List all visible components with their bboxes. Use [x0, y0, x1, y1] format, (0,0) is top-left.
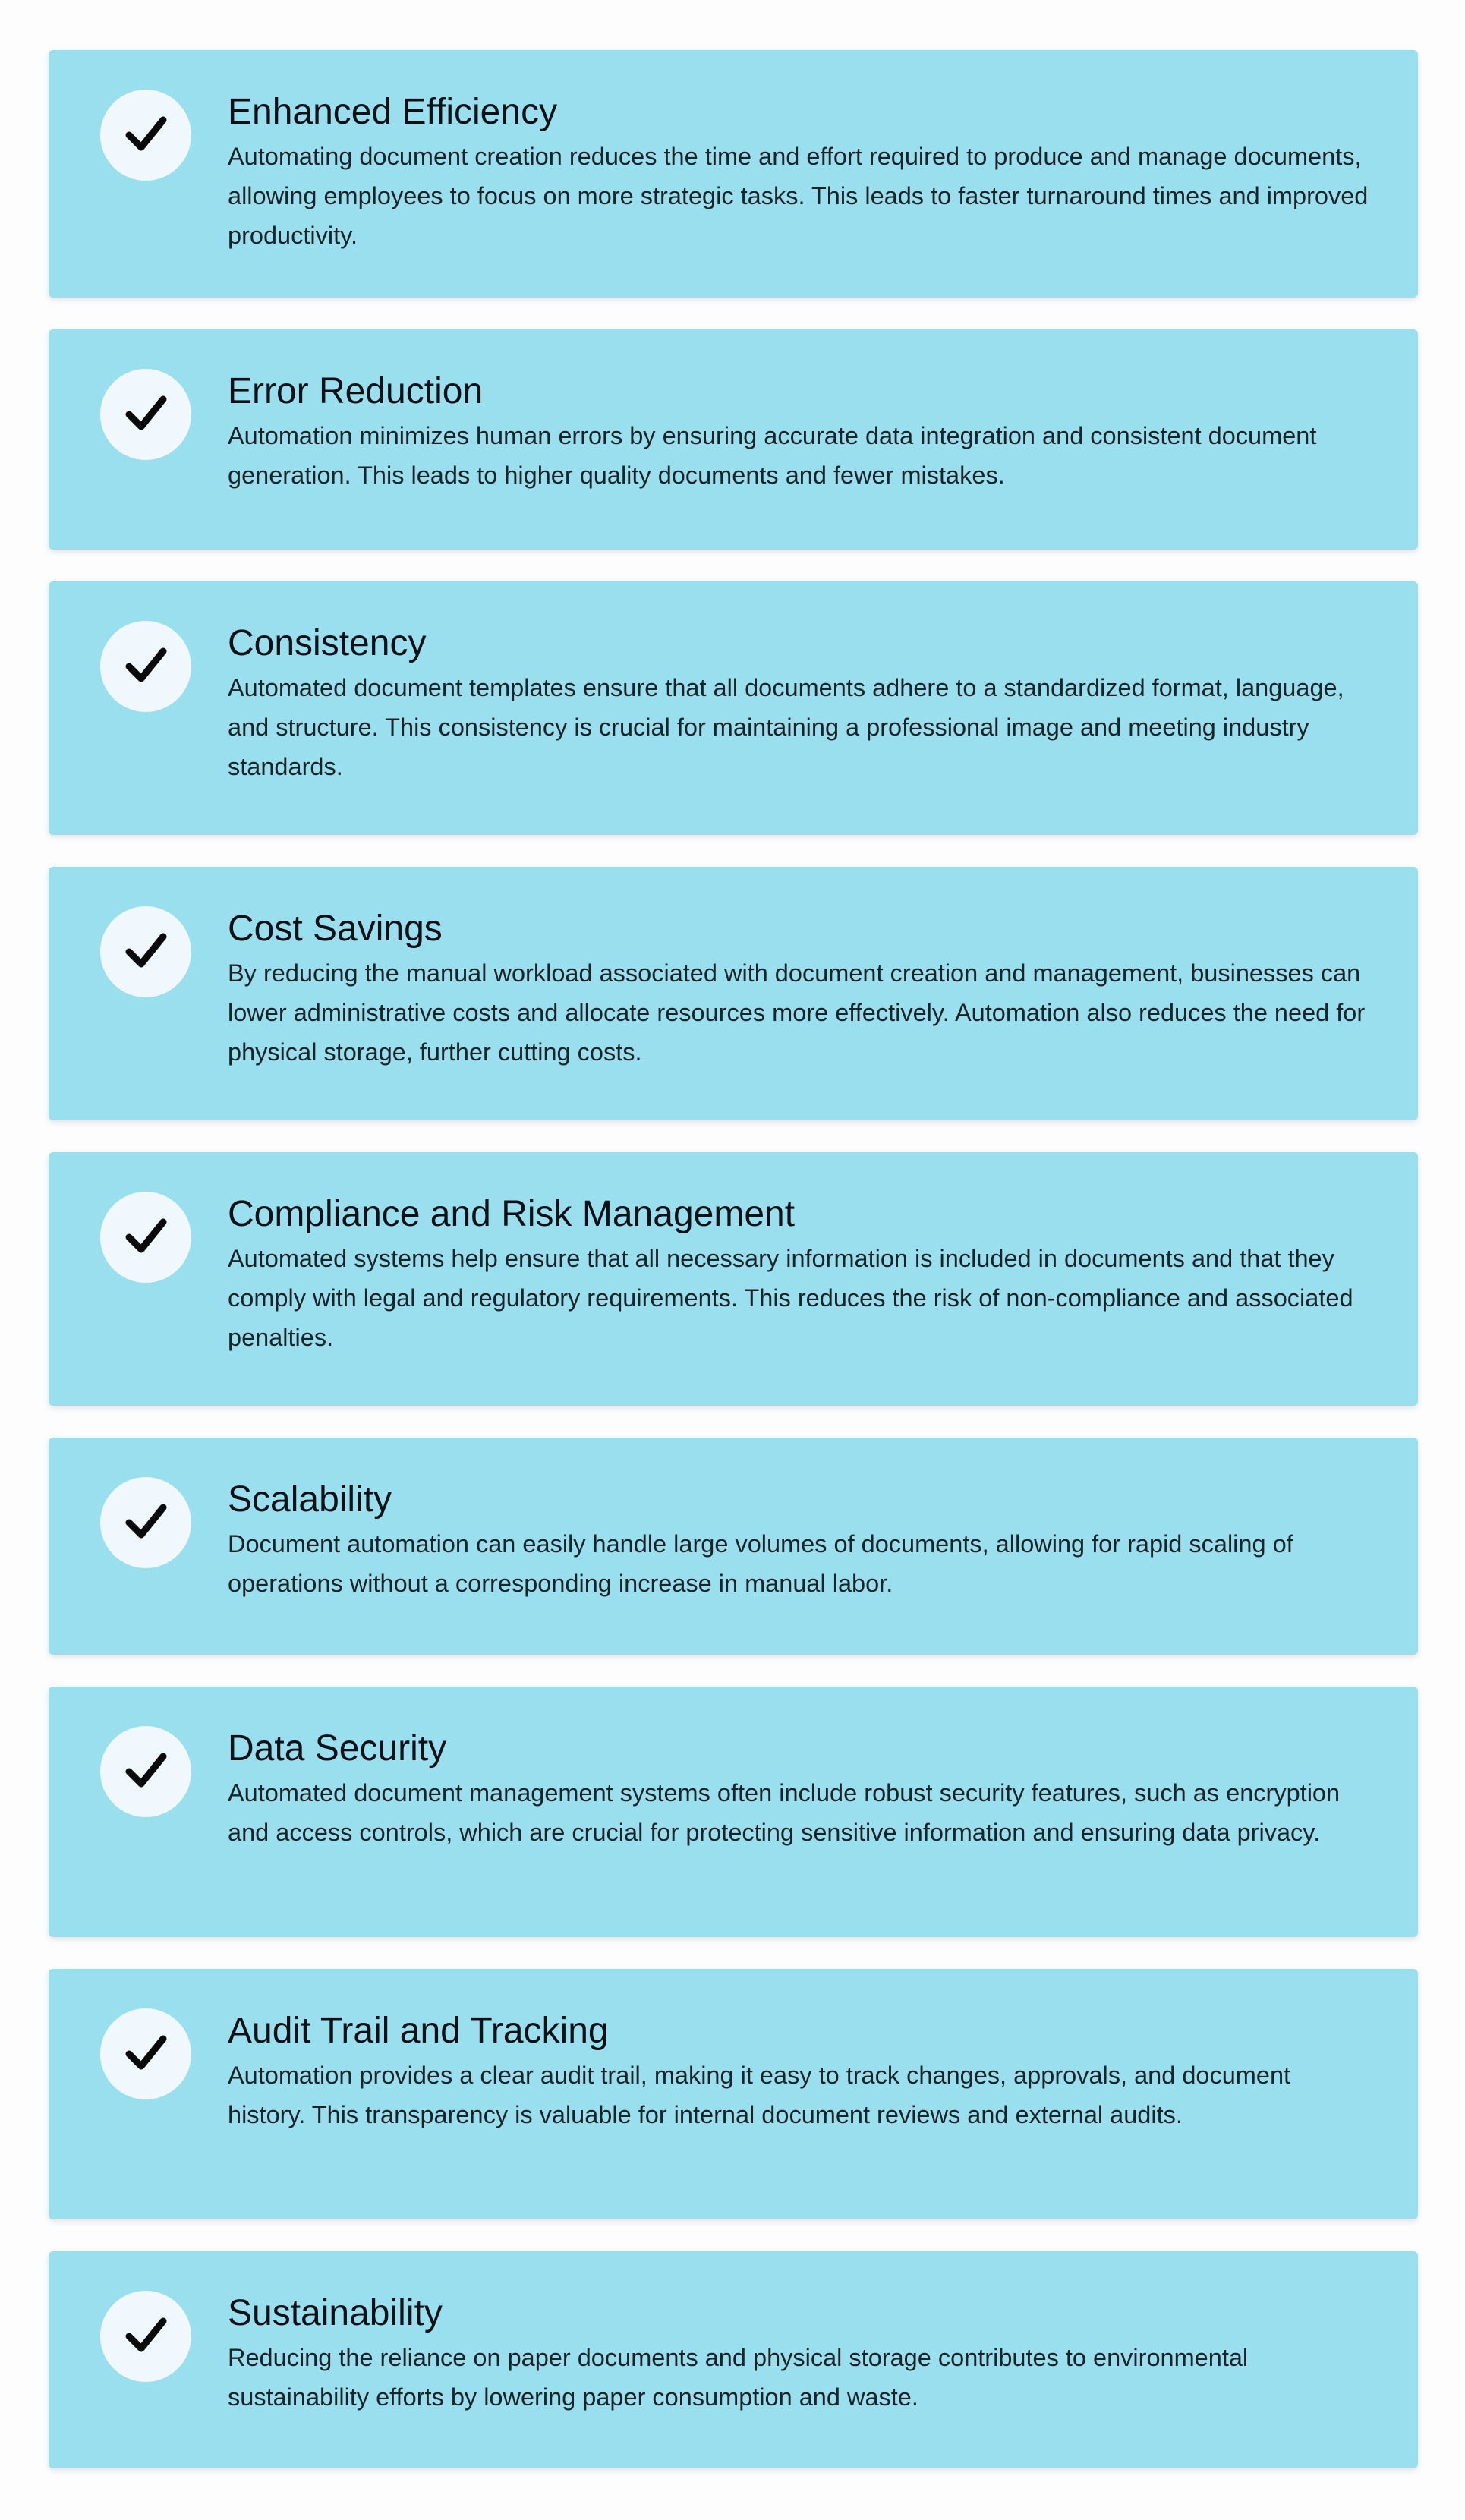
- benefit-card-consistency: [49, 581, 1418, 835]
- benefit-card-enhanced-efficiency: [49, 50, 1418, 298]
- benefit-card-scalability: [49, 1438, 1418, 1655]
- checkmark-icon: [100, 621, 191, 712]
- benefit-description: Automated systems help ensure that all necessary information is included in documents and that they comply with legal and regulatory requirements. This reduces the risk of non-compliance and associated penalties.: [228, 1245, 1353, 1351]
- benefit-card-error-reduction: [49, 329, 1418, 550]
- benefit-card-compliance-risk: [49, 1152, 1418, 1406]
- benefit-title: Data Security: [228, 1728, 447, 1769]
- benefit-title: Error Reduction: [228, 371, 484, 411]
- checkmark-icon: [100, 1477, 191, 1568]
- benefit-description: Document automation can easily handle large volumes of documents, allowing for rapid scaling of operations without a corresponding increase in manual labor.: [228, 1530, 1293, 1597]
- benefit-title: Consistency: [228, 623, 427, 663]
- benefit-card-cost-savings: [49, 867, 1418, 1120]
- checkmark-icon: [100, 2291, 191, 2382]
- benefit-card-audit-trail: [49, 1969, 1418, 2219]
- benefit-card-sustainability: [49, 2251, 1418, 2468]
- checkmark-icon: [100, 369, 191, 460]
- benefit-description: By reducing the manual workload associated with document creation and management, businesses can lower administrative costs and allocate resources more effectively. Automation also reduces the need for physical storage, further cutting costs.: [228, 959, 1366, 1066]
- benefit-title: Compliance and Risk Management: [228, 1194, 796, 1234]
- benefit-description: Automating document creation reduces the time and effort required to produce and manage documents, allowing employees to focus on more strategic tasks. This leads to faster turnaround times and improved productivity.: [228, 143, 1369, 249]
- benefit-description: Automated document management systems often include robust security features, such as encryption and access controls, which are crucial for protecting sensitive information and ensuring data privacy.: [228, 1779, 1341, 1846]
- benefit-title: Scalability: [228, 1479, 392, 1520]
- benefit-card-data-security: [49, 1687, 1418, 1937]
- checkmark-icon: [100, 1192, 191, 1283]
- benefit-description: Automated document templates ensure that all documents adhere to a standardized format, language, and structure. This consistency is crucial for maintaining a professional image and meeting industry standards.: [228, 674, 1344, 780]
- benefit-description: Automation minimizes human errors by ensuring accurate data integration and consistent document generation. This leads to higher quality documents and fewer mistakes.: [228, 422, 1317, 489]
- benefit-description: Reducing the reliance on paper documents and physical storage contributes to environmental sustainability efforts by lowering paper consumption and waste.: [228, 2344, 1249, 2411]
- benefit-title: Enhanced Efficiency: [228, 92, 558, 132]
- benefit-title: Cost Savings: [228, 909, 443, 949]
- benefit-title: Sustainability: [228, 2293, 443, 2333]
- benefit-title: Audit Trail and Tracking: [228, 2011, 609, 2051]
- checkmark-icon: [100, 2008, 191, 2099]
- benefit-description: Automation provides a clear audit trail, making it easy to track changes, approvals, and document history. This transparency is valuable for internal document reviews and external audits.: [228, 2062, 1291, 2128]
- checkmark-icon: [100, 1726, 191, 1817]
- checkmark-icon: [100, 90, 191, 181]
- checkmark-icon: [100, 906, 191, 997]
